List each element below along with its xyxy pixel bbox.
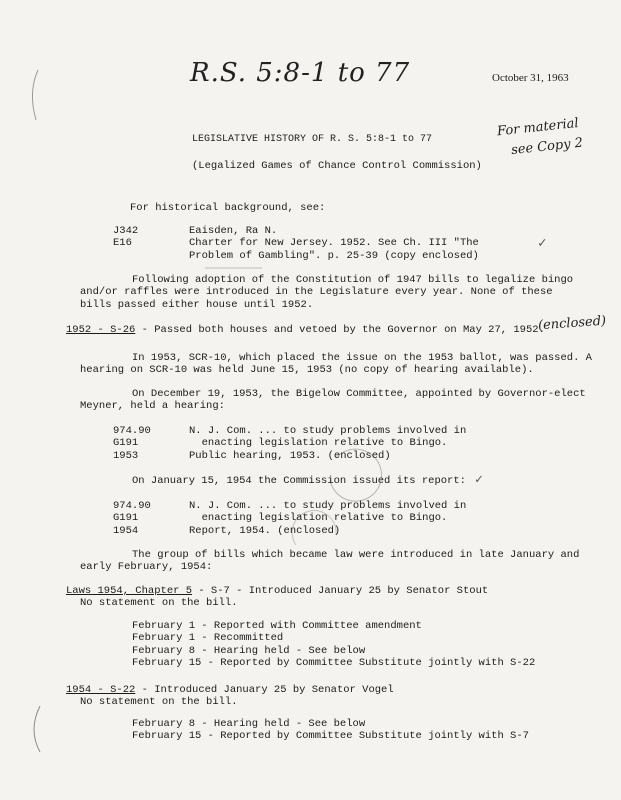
reference-code: 1953	[113, 449, 139, 462]
citation-line: Report, 1954. (enclosed)	[189, 524, 341, 537]
law-text: - Introduced January 25 by Senator Vogel	[135, 684, 394, 696]
law-1954-s-22	[66, 684, 394, 709]
reference-1954	[113, 500, 466, 537]
background-intro: For historical background, see:	[130, 202, 326, 214]
event-line: February 15 - Reported by Committee Substitute jointly with S-7	[132, 730, 529, 743]
law-text: - S-7 - Introduced January 25 by Senator Stout	[192, 585, 489, 597]
citation-line: Public hearing, 1953. (enclosed)	[189, 449, 391, 462]
reference-code: 974.90	[113, 425, 151, 437]
reference-code: E16	[113, 237, 132, 250]
paragraph-1947	[80, 274, 573, 311]
paragraph-line: Meyner, held a hearing:	[80, 400, 225, 413]
citation-line: Problem of Gambling". p. 25-39 (copy enclosed)	[189, 249, 479, 262]
paragraph-commission: On January 15, 1954 the Commission issued its report:	[132, 475, 466, 487]
paragraph-line: Following adoption of the Constitution of 1947 bills to legalize bingo	[132, 274, 574, 286]
check-mark: ✓	[475, 472, 483, 487]
event-line: February 1 - Reported with Committee amendment	[132, 620, 422, 632]
law-statement: No statement on the bill.	[80, 696, 238, 709]
reference-code: G191	[113, 437, 139, 450]
reference-citation	[177, 500, 466, 537]
citation-line: Charter for New Jersey. 1952. See Ch. III "The	[189, 237, 479, 250]
entry-1952-text: - Passed both houses and vetoed by the Governor on May 27, 1952.	[135, 324, 545, 336]
event-line: February 15 - Reported by Committee Substitute jointly with S-22	[132, 657, 536, 670]
handwritten-header: R.S. 5:8-1 to 77	[190, 58, 411, 88]
event-line: February 8 - Hearing held - See below	[132, 644, 366, 657]
event-line: February 8 - Hearing held - See below	[132, 718, 366, 730]
check-mark: ✓	[538, 236, 547, 252]
reference-citation	[177, 425, 466, 462]
citation-line: N. J. Com. ... to study problems involved in	[189, 425, 467, 437]
entry-1952-label: 1952 - S-26	[66, 324, 136, 336]
paragraph-line: bills passed either house until 1952.	[80, 298, 314, 311]
paragraph-bigelow	[80, 388, 586, 413]
paragraph-line: In 1953, SCR-10, which placed the issue on the 1953 ballot, was passed. A	[132, 352, 592, 364]
law-statement: No statement on the bill.	[80, 597, 238, 610]
law-label: Laws 1954, Chapter 5	[66, 585, 193, 597]
reference-1953	[113, 425, 466, 462]
margin-note-line-2: see Copy 2	[510, 135, 584, 158]
margin-note-line-1: For material	[496, 115, 580, 140]
law-1-events	[132, 620, 535, 670]
citation-line: enacting legislation relative to Bingo.	[189, 437, 448, 450]
entry-1952-note: (enclosed)	[537, 313, 607, 334]
paragraph-line: On December 19, 1953, the Bigelow Committee, appointed by Governor-elect	[132, 388, 586, 400]
reference-codes	[113, 500, 177, 537]
paragraph-line: and/or raffles were introduced in the Legislature every year. None of these	[80, 286, 553, 299]
background-citation	[177, 225, 479, 262]
law-1954-chapter-5	[66, 585, 488, 610]
document-subtitle: (Legalized Games of Chance Control Commission)	[192, 160, 482, 172]
paragraph-group	[80, 549, 579, 574]
background-codes	[113, 225, 177, 262]
document-title: LEGISLATIVE HISTORY OF R. S. 5:8-1 to 77	[192, 134, 433, 145]
paragraph-1953	[80, 352, 592, 377]
reference-code: G191	[113, 512, 139, 525]
background-reference	[113, 225, 479, 262]
citation-line: Eaisden, Ra N.	[189, 225, 278, 237]
reference-code: J342	[113, 225, 139, 237]
document-date: October 31, 1963	[492, 72, 569, 84]
entry-1952	[66, 324, 545, 336]
paragraph-line: hearing on SCR-10 was held June 15, 1953 (no copy of hearing available).	[80, 364, 534, 377]
citation-line: N. J. Com. ... to study problems involved in	[189, 500, 467, 512]
law-label: 1954 - S-22	[66, 684, 136, 696]
paragraph-line: early February, 1954:	[80, 561, 213, 574]
reference-codes	[113, 425, 177, 462]
reference-code: 974.90	[113, 500, 151, 512]
law-2-events	[132, 718, 529, 743]
paragraph-line: The group of bills which became law were introduced in late January and	[132, 549, 580, 561]
citation-line: enacting legislation relative to Bingo.	[189, 512, 448, 525]
event-line: February 1 - Recommitted	[132, 632, 284, 645]
reference-code: 1954	[113, 524, 139, 537]
